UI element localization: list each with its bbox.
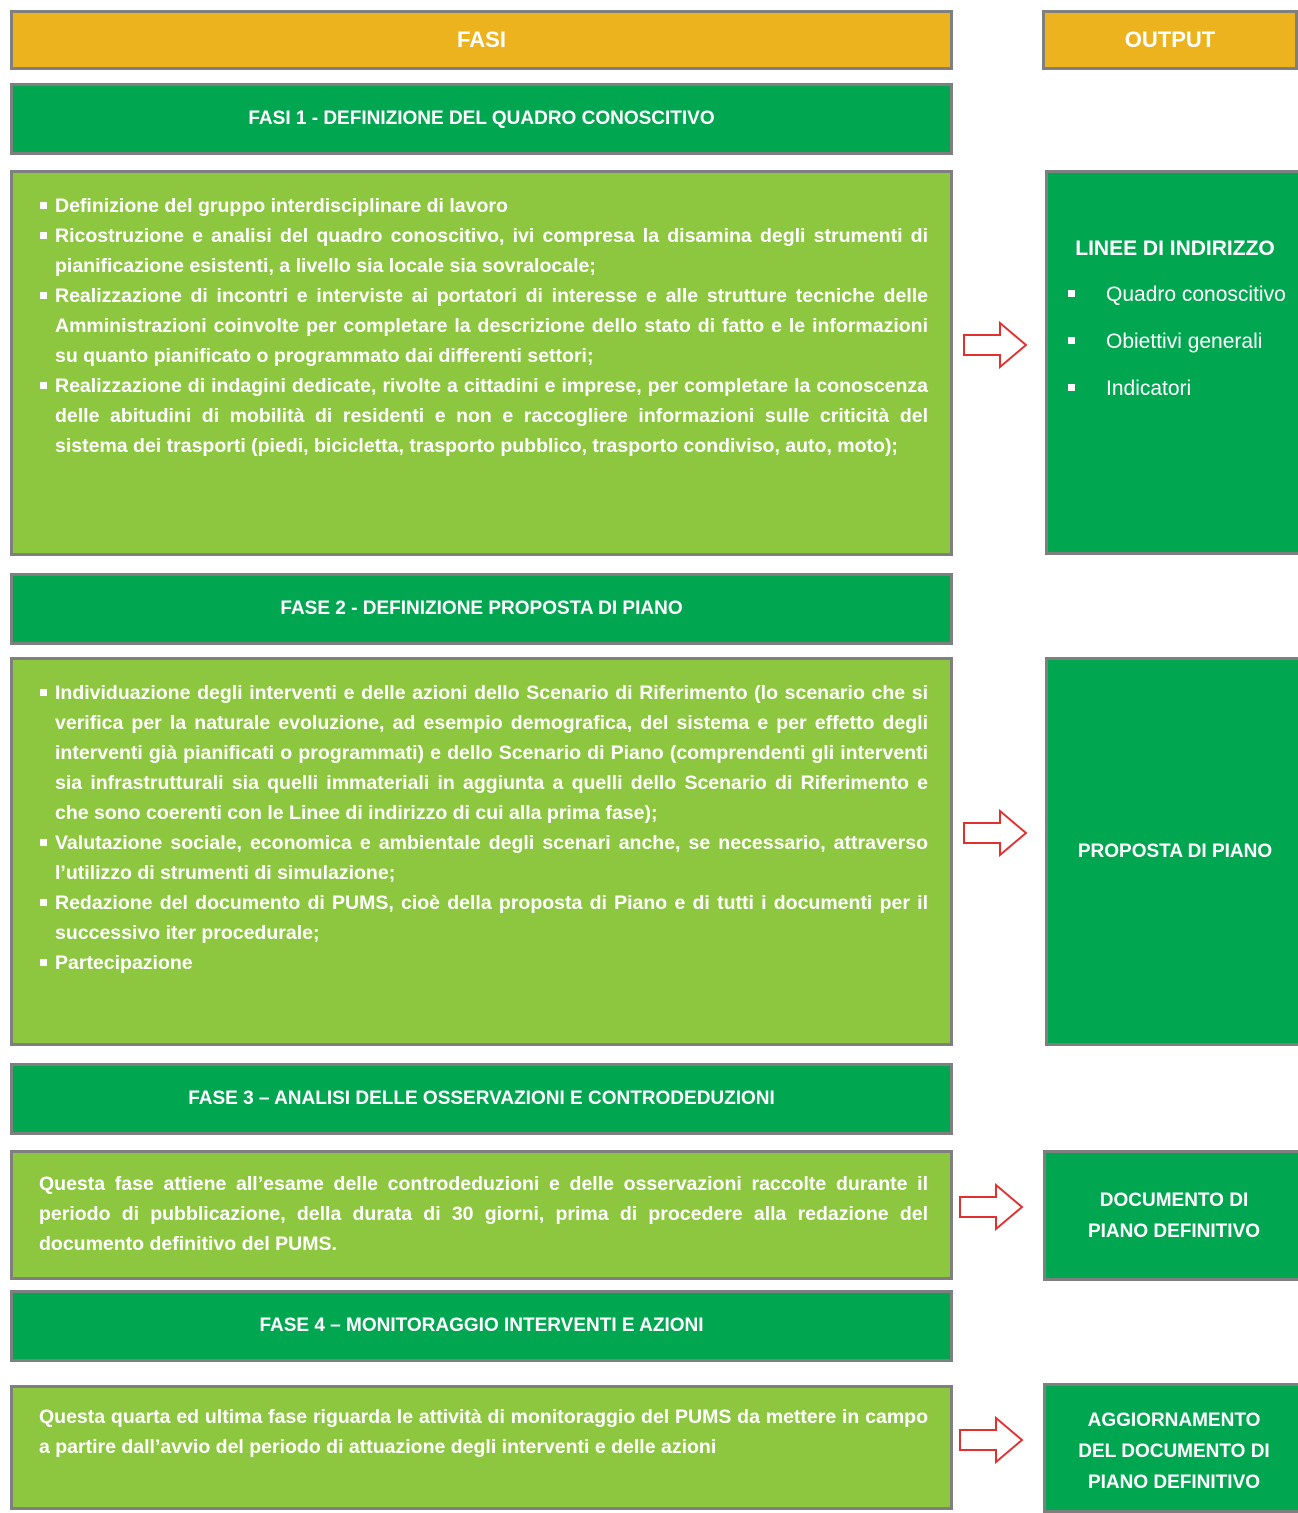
list-item: Individuazione degli interventi e delle azioni dello Scenario di Riferimento (lo scenario che si verifica per la naturale evoluzione, ad esempio demografica, del sistema e per effetto degli interventi già pianificati o programmati) e dello Scenario di Piano (comprendenti gli interventi sia infrastrutturali sia quelli immateriali in aggiunta a quelli dello Scenario di Riferimento e che sono coerenti con le Linee di indirizzo di cui alla prima fase); — [35, 678, 928, 828]
phase-3-title — [10, 1063, 953, 1135]
phase-3-content — [10, 1150, 953, 1280]
arrow-right-icon — [962, 320, 1030, 370]
list-item: Realizzazione di incontri e interviste ai portatori di interesse e alle strutture tecniche delle Amministrazioni coinvolte per completare la descrizione dello stato di fatto e le informazioni su quanto pianificato o programmato dai differenti settori; — [35, 281, 928, 371]
phase-1-title-text: FASI 1 - DEFINIZIONE DEL QUADRO CONOSCITIVO — [248, 108, 715, 129]
list-item: Valutazione sociale, economica e ambientale degli scenari anche, se necessario, attraverso l’utilizzo di strumenti di simulazione; — [35, 828, 928, 888]
phase-2-content — [10, 657, 953, 1046]
phase-1-title — [10, 83, 953, 155]
list-item: Partecipazione — [35, 948, 928, 978]
output-2-title: PROPOSTA DI PIANO — [1077, 841, 1273, 862]
list-item: Definizione del gruppo interdisciplinare di lavoro — [35, 191, 928, 221]
phase-2-title — [10, 573, 953, 645]
list-item: Redazione del documento di PUMS, cioè della proposta di Piano e di tutti i documenti per il successivo iter procedurale; — [35, 888, 928, 948]
output-header-label: OUTPUT — [1124, 27, 1216, 52]
list-item: Quadro conoscitivo — [1106, 279, 1298, 310]
phase-4-text: Questa quarta ed ultima fase riguarda le attività di monitoraggio del PUMS da mettere in campo a partire dall’avvio del periodo di attuazione degli interventi e delle azioni — [39, 1406, 928, 1458]
list-item: Obiettivi generali — [1106, 326, 1298, 357]
list-item: Indicatori — [1106, 373, 1298, 404]
list-item: Realizzazione di indagini dedicate, rivolte a cittadini e imprese, per completare la conoscenza delle abitudini di mobilità di residenti e non e raccogliere informazioni sulle criticità del sistema dei trasporti (piedi, bicicletta, trasporto pubblico, trasporto condiviso, auto, moto); — [35, 371, 928, 461]
phase-4-content — [10, 1385, 953, 1510]
phase-4-title — [10, 1290, 953, 1362]
output-linee-di-indirizzo — [1045, 170, 1298, 555]
arrow-right-icon — [958, 1415, 1026, 1465]
output-4-title: AGGIORNAMENTO DEL DOCUMENTO DI PIANO DEFINITIVO — [1078, 1409, 1270, 1493]
output-header — [1042, 10, 1298, 70]
output-proposta-di-piano — [1045, 657, 1298, 1046]
arrow-right-icon — [958, 1182, 1026, 1232]
fasi-header — [10, 10, 953, 70]
output-documento-definitivo — [1043, 1150, 1298, 1281]
fasi-header-label: FASI — [457, 27, 506, 52]
phase-4-title-text: FASE 4 – MONITORAGGIO INTERVENTI E AZIONI — [259, 1315, 704, 1336]
output-1-title: LINEE DI INDIRIZZO — [1075, 237, 1275, 260]
output-aggiornamento — [1043, 1383, 1298, 1513]
phase-3-title-text: FASE 3 – ANALISI DELLE OSSERVAZIONI E CONTRODEDUZIONI — [188, 1088, 775, 1109]
arrow-right-icon — [962, 808, 1030, 858]
output-3-title: DOCUMENTO DI PIANO DEFINITIVO — [1087, 1189, 1261, 1242]
phase-2-title-text: FASE 2 - DEFINIZIONE PROPOSTA DI PIANO — [280, 598, 683, 619]
list-item: Ricostruzione e analisi del quadro conoscitivo, ivi compresa la disamina degli strumenti di pianificazione esistenti, a livello sia locale sia sovralocale; — [35, 221, 928, 281]
phase-1-content — [10, 170, 953, 556]
phase-3-text: Questa fase attiene all’esame delle controdeduzioni e delle osservazioni raccolte durante il periodo di pubblicazione, della durata di 30 giorni, prima di procedere alla redazione del documento definitivo del PUMS. — [39, 1173, 928, 1255]
